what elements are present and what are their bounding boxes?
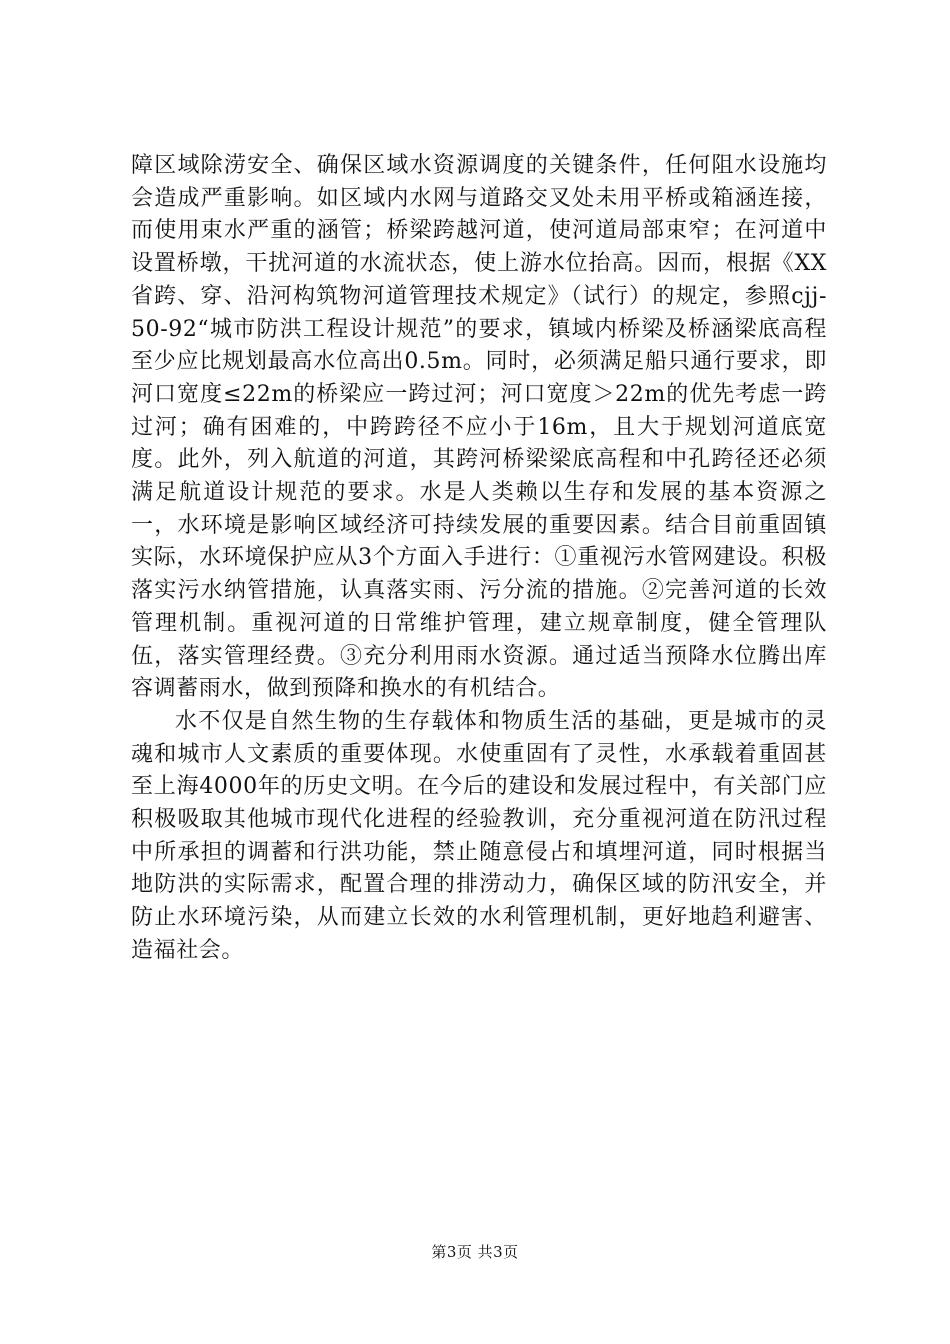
paragraph-2: 水不仅是自然生物的生存载体和物质生活的基础，更是城市的灵魂和城市人文素质的重要体现。水使重固有了灵性，水承载着重固甚至上海4000年的历史文明。在今后的建设和发展过程中，有关部门应积极吸取其他城市现代化进程的经验教训，充分重视河道在防汛过程中所承担的调蓄和行洪功能，禁止随意侵占和填埋河道，同时根据当地防洪的实际需求，配置合理的排涝动力，确保区域的防汛安全，并防止水环境污染，从而建立长效的水利管理机制，更好地趋利避害、造福社会。: [131, 708, 827, 963]
page-number-footer: 第3页 共3页: [431, 1243, 519, 1261]
document-body: [131, 150, 827, 968]
paragraph-1: 障区域除涝安全、确保区域水资源调度的关键条件，任何阻水设施均会造成严重影响。如区域内水网与道路交叉处未用平桥或箱涵连接，而使用束水严重的涵管；桥梁跨越河道，使河道局部束窄；在河道中设置桥墩，干扰河道的水流状态，使上游水位抬高。因而，根据《XX省跨、穿、沿河构筑物河道管理技术规定》（试行）的规定，参照cjj-50-92“城市防洪工程设计规范”的要求，镇域内桥梁及桥涵梁底高程至少应比规划最高水位高出0.5m。同时，必须满足船只通行要求，即河口宽度≤22m的桥梁应一跨过河；河口宽度＞22m的优先考虑一跨过河；确有困难的，中跨跨径不应小于16m，且大于规划河道底宽度。此外，列入航道的河道，其跨河桥梁梁底高程和中孔跨径还必须满足航道设计规范的要求。水是人类赖以生存和发展的基本资源之一，水环境是影响区域经济可持续发展的重要因素。结合目前重固镇实际，水环境保护应从3个方面入手进行：①重视污水管网建设。积极落实污水纳管措施，认真落实雨、污分流的措施。②完善河道的长效管理机制。重视河道的日常维护管理，建立规章制度，健全管理队伍，落实管理经费。③充分利用雨水资源。通过适当预降水位腾出库容调蓄雨水，做到预降和换水的有机结合。: [131, 153, 827, 702]
